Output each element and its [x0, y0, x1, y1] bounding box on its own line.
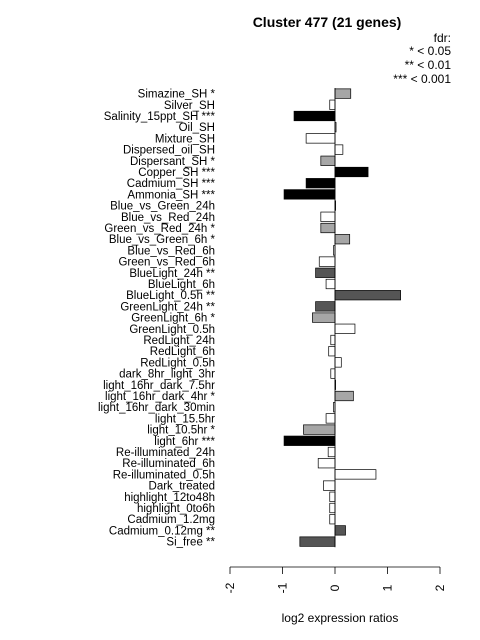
category-label: Cadmium_1.2mg: [127, 514, 215, 527]
bar: [335, 145, 343, 155]
category-label: light_16hr_dark_30min: [98, 402, 215, 415]
bar: [284, 190, 335, 200]
bar: [326, 279, 335, 289]
x-axis: [223, 567, 447, 593]
category-label: Re-illuminated_0.5h: [112, 469, 215, 482]
bar: [330, 503, 335, 513]
bar: [321, 223, 335, 233]
bar: [330, 100, 335, 110]
bar: [316, 302, 335, 312]
category-label: Blue_vs_Red_6h: [127, 245, 215, 258]
bar: [323, 481, 335, 491]
bar: [300, 537, 335, 547]
bars-group: [284, 89, 401, 546]
x-axis-label: log2 expression ratios: [281, 611, 399, 625]
category-label: light_16hr_dark_4hr *: [105, 391, 215, 403]
bar: [335, 358, 341, 368]
category-label: Simazine_SH *: [137, 88, 215, 101]
legend: [393, 31, 451, 86]
category-label: Green_vs_Red_24h *: [104, 223, 215, 235]
bar: [306, 178, 335, 188]
category-label: Dispersed_oil_SH: [122, 144, 215, 157]
x-tick-label: -2: [223, 582, 237, 594]
category-label: light_15.5hr: [154, 413, 215, 426]
bar: [306, 134, 335, 144]
category-label: highlight_12to48h: [124, 491, 215, 504]
x-tick-label: -1: [275, 582, 290, 594]
category-label: GreenLight_6h *: [131, 312, 215, 325]
category-label: Blue_vs_Green_6h *: [108, 234, 215, 247]
legend-item-fdr-0001: *** < 0.001: [393, 72, 451, 86]
category-label: Si_free **: [166, 536, 215, 549]
legend-title: fdr:: [433, 31, 451, 45]
category-label: Copper_SH ***: [138, 167, 215, 179]
category-label: Cadmium_0.12mg **: [108, 525, 215, 538]
category-label: RedLight_6h: [149, 346, 215, 359]
category-labels: [98, 89, 216, 549]
category-label: Re-illuminated_24h: [115, 447, 215, 459]
x-tick-label: 0: [328, 584, 342, 592]
category-label: Oil_SH: [178, 122, 215, 135]
bar: [329, 346, 335, 356]
category-label: RedLight_24h: [143, 335, 215, 347]
category-label: light_10.5hr *: [147, 424, 215, 437]
bar: [331, 335, 335, 345]
bar: [321, 156, 335, 166]
bar: [321, 212, 335, 222]
bar: [319, 257, 335, 267]
bar: [335, 526, 346, 536]
bar: [335, 89, 351, 99]
bar: [328, 447, 335, 457]
category-label: BlueLight_0.5h **: [126, 290, 215, 303]
category-label: light_16hr_dark_7.5hr: [103, 379, 215, 392]
category-label: Salinity_15ppt_SH ***: [103, 111, 215, 123]
bar: [318, 458, 335, 468]
bar: [312, 313, 335, 323]
category-label: RedLight_0.5h: [140, 357, 215, 370]
category-label: Blue_vs_Red_24h: [121, 211, 215, 224]
category-label: BlueLight_6h: [147, 279, 215, 291]
x-tick-label: 2: [433, 584, 447, 592]
bar: [294, 111, 335, 121]
category-label: highlight_0to6h: [136, 503, 215, 515]
bar: [316, 268, 335, 278]
bar: [331, 369, 335, 379]
category-label: Dark_treated: [148, 480, 215, 493]
category-label: GreenLight_0.5h: [129, 323, 215, 336]
category-label: Cadmium_SH ***: [126, 178, 215, 191]
bar: [335, 470, 376, 480]
category-label: Dispersant_SH *: [129, 155, 215, 168]
category-label: GreenLight_24h **: [120, 301, 215, 314]
category-label: Ammonia_SH ***: [127, 189, 215, 202]
bar: [304, 425, 336, 435]
category-label: Re-illuminated_6h: [122, 458, 215, 471]
chart-title: Cluster 477 (21 genes): [252, 14, 402, 30]
category-label: Silver_SH: [163, 99, 215, 112]
category-label: Mixture_SH: [154, 133, 215, 146]
category-label: Blue_vs_Green_24h: [110, 200, 215, 213]
x-tick-label: 1: [380, 584, 395, 592]
bar: [335, 234, 350, 244]
bar: [330, 514, 335, 524]
legend-item-fdr-005: * < 0.05: [409, 44, 451, 58]
category-label: BlueLight_24h **: [129, 267, 215, 280]
bar: [335, 167, 368, 177]
bar: [330, 492, 335, 502]
bar: [335, 391, 353, 401]
category-label: dark_8hr_light_3hr: [119, 368, 215, 381]
bar: [284, 436, 335, 446]
legend-item-fdr-001: ** < 0.01: [404, 58, 451, 72]
category-label: Green_vs_Red_6h: [118, 256, 215, 269]
bar: [335, 324, 355, 334]
category-label: light_6hr ***: [154, 435, 215, 448]
bar: [335, 290, 401, 300]
bar: [326, 414, 335, 424]
